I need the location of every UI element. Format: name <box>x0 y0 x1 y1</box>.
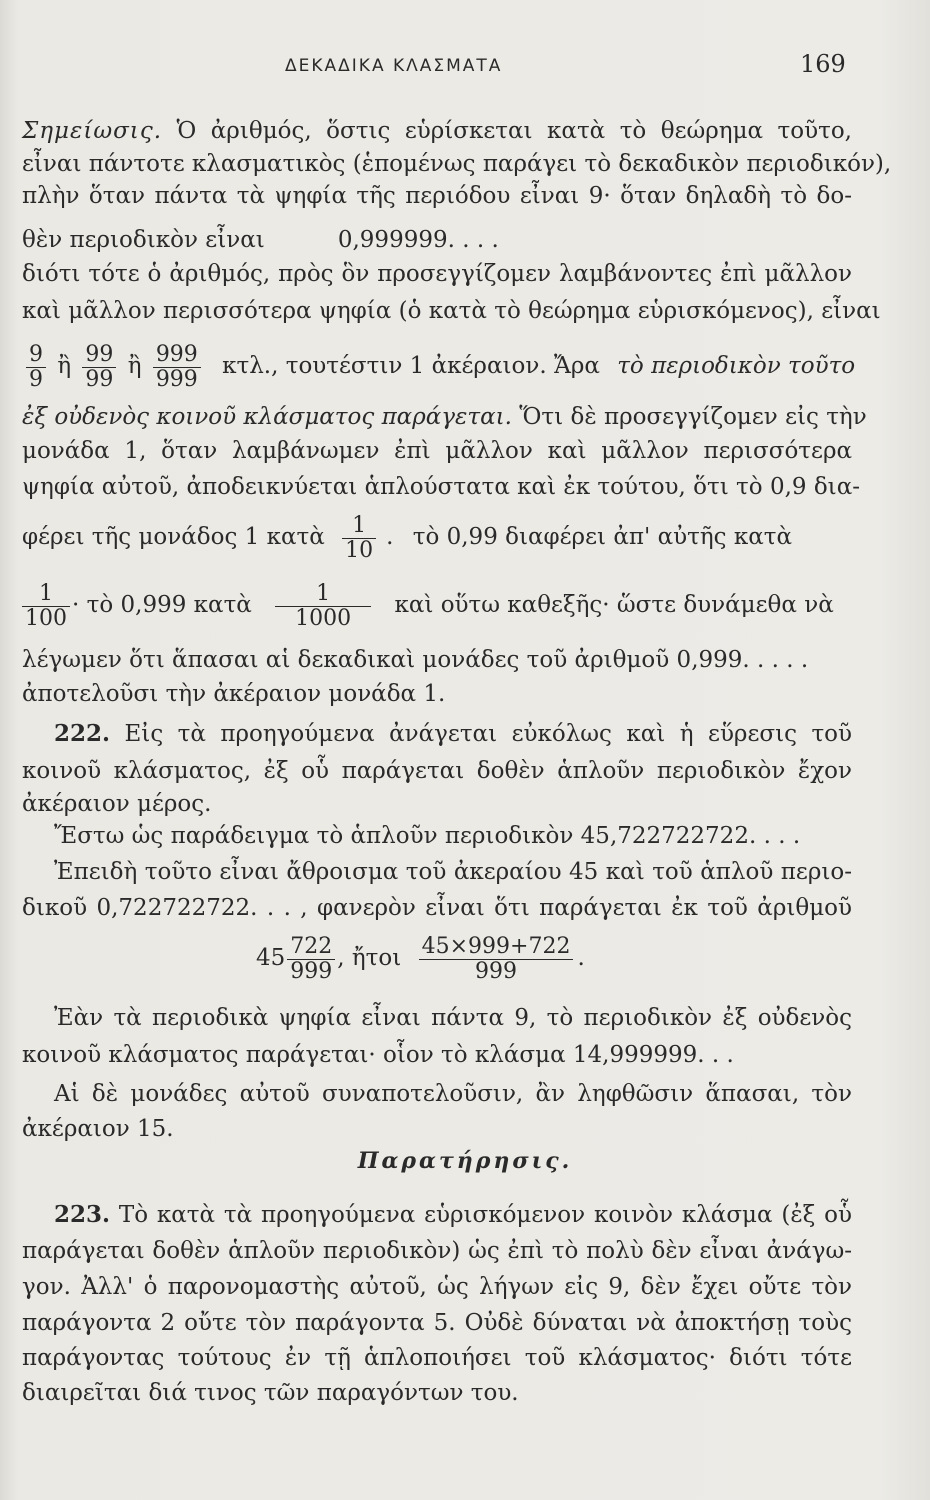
text-line: διότι τότε ὁ ἀριθμός, πρὸς ὃν προσεγγίζομεν λαμβάνοντες ἐπὶ μᾶλλον <box>22 261 852 287</box>
paragraph-start <box>22 1200 852 1230</box>
fraction: $\frac{1}{100}$ <box>22 582 70 631</box>
line-text: Εἰς τὰ προηγούμενα ἀνάγεται εὐκόλως καὶ ἡ εὕρεσις τοῦ <box>124 721 853 747</box>
fraction: $\frac{1}{1000}$ <box>275 582 371 631</box>
fraction: $\frac{9}{9}$ <box>26 343 46 392</box>
text-line: καὶ μᾶλλον περισσότερα ψηφία (ὁ κατὰ τὸ θεώρημα εὑρισκόμενος), εἶναι <box>22 298 881 324</box>
text-line: μονάδα 1, ὅταν λαμβάνωμεν ἐπὶ μᾶλλον καὶ μᾶλλον περισσότερα <box>22 438 852 464</box>
fraction: $\frac{722}{999}$ <box>287 935 335 984</box>
line-text: φέρει τῆς μονάδος 1 κατὰ <box>22 524 325 550</box>
fraction-line: $\frac{1}{100}$ · τὸ 0,999 κατὰ $\frac{1}{1000}$ καὶ οὕτω καθεξῆς· ὥστε δυνάμεθα νὰ <box>22 578 852 632</box>
fraction-line: φέρει τῆς μονάδος 1 κατὰ $\frac{1}{10}$ . τὸ 0,99 διαφέρει ἀπ' αὐτῆς κατὰ <box>22 512 792 563</box>
text-line: διαιρεῖται διά τινος τῶν παραγόντων του. <box>22 1380 519 1406</box>
fraction-line <box>22 340 856 392</box>
text-line: λέγωμεν ὅτι ἅπασαι αἱ δεκαδικαὶ μονάδες τοῦ ἀριθμοῦ 0,999. . . . . <box>22 647 809 673</box>
fraction: $\frac{1}{10}$ <box>342 514 376 563</box>
text-line: θὲν περιοδικὸν εἶναι 0,999999. . . . <box>22 227 499 253</box>
note-label: Σημείωσις. <box>22 118 163 144</box>
paragraph-number: 222. <box>54 720 111 747</box>
fraction: $\frac{45\times 999+722}{999}$ <box>419 935 574 984</box>
line-text: Ὅτι δὲ προσεγγίζομεν εἰς τὴν <box>519 404 867 430</box>
formula-integer: 45 <box>256 945 286 971</box>
text-line: ψηφία αὐτοῦ, ἀποδεικνύεται ἁπλούστατα καὶ ἐκ τούτου, ὅτι τὸ 0,9 δια- <box>22 474 860 500</box>
line-text: καὶ οὕτω καθεξῆς· ὥστε δυνάμεθα νὰ <box>394 592 834 618</box>
conjunction: ἢ <box>127 353 142 379</box>
text-line: ἀκέραιον μέρος. <box>22 791 212 817</box>
text-line: παράγεται δοθὲν ἁπλοῦν περιοδικὸν) ὡς ἐπὶ τὸ πολὺ δὲν εἶναι ἀνάγω- <box>22 1238 852 1264</box>
line-text: Τὸ κατὰ τὰ προηγούμενα εὑρισκόμενον κοινὸν κλάσμα (ἐξ οὗ <box>118 1202 852 1228</box>
paragraph-number: 223. <box>54 1201 111 1228</box>
fraction: $\frac{99}{99}$ <box>82 343 116 392</box>
conjunction: ἢ <box>57 353 72 379</box>
line-text: τὸ 0,99 διαφέρει ἀπ' αὐτῆς κατὰ <box>412 524 792 550</box>
text-line: Αἱ δὲ μονάδες αὐτοῦ συναποτελοῦσιν, ἂν ληφθῶσιν ἅπασαι, τὸν <box>54 1081 852 1107</box>
text-line: εἶναι πάντοτε κλασματικὸς (ἑπομένως παράγει τὸ δεκαδικὸν περιοδικόν), <box>22 151 892 177</box>
text-line: Ἐπειδὴ τοῦτο εἶναι ἄθροισμα τοῦ ἀκεραίου 45 καὶ τοῦ ἁπλοῦ περιο- <box>54 859 852 885</box>
text-line: παράγοντα 2 οὔτε τὸν παράγοντα 5. Οὐδὲ δύναται νὰ ἀποκτήσῃ τοὺς <box>22 1310 852 1336</box>
conjunction: , ἤτοι <box>337 945 402 971</box>
running-head <box>0 48 930 88</box>
line-text: τὸ 0,999 κατὰ <box>86 592 252 618</box>
text-line <box>22 116 852 146</box>
paragraph-start <box>22 719 852 749</box>
running-title: ΔΕΚΑΔΙΚΑ ΚΛΑΣΜΑΤΑ <box>285 56 503 76</box>
text-line: γον. Ἀλλ' ὁ παρονομαστὴς αὐτοῦ, ὡς λήγων εἰς 9, δὲν ἔχει οὔτε τὸν <box>22 1274 852 1300</box>
page-number: 169 <box>800 50 846 78</box>
text-line: δικοῦ 0,722722722. . . , φανερὸν εἶναι ὅτι παράγεται ἐκ τοῦ ἀριθμοῦ <box>22 895 852 921</box>
text-line: ἀκέραιον 15. <box>22 1116 174 1142</box>
line-text: κτλ., τουτέστιν 1 ἀκέραιον. Ἄρα <box>222 353 600 379</box>
text-line: πλὴν ὅταν πάντα τὰ ψηφία τῆς περιόδου εἶναι 9· ὅταν δηλαδὴ τὸ δο- <box>22 183 852 209</box>
fraction: $\frac{999}{999}$ <box>153 343 201 392</box>
section-heading: Παρατήρησις. <box>357 1148 573 1174</box>
italic-text: τὸ περιοδικὸν τοῦτο <box>617 353 856 379</box>
text-line: κοινοῦ κλάσματος, ἐξ οὗ παράγεται δοθὲν ἁπλοῦν περιοδικὸν ἔχον <box>22 758 852 784</box>
text-line: Ἔστω ὡς παράδειγμα τὸ ἁπλοῦν περιοδικὸν 45,722722722. . . . <box>54 823 801 849</box>
text-line: παράγοντας τούτους ἐν τῇ ἁπλοποιήσει τοῦ κλάσματος· διότι τότε <box>22 1345 852 1371</box>
text-line <box>22 402 867 432</box>
text-line: Ἐὰν τὰ περιοδικὰ ψηφία εἶναι πάντα 9, τὸ περιοδικὸν ἐξ οὐδενὸς <box>54 1005 852 1031</box>
italic-text: ἐξ οὐδενὸς κοινοῦ κλάσματος παράγεται. <box>22 404 512 430</box>
text-line: ἀποτελοῦσι τὴν ἀκέραιον μονάδα 1. <box>22 681 446 707</box>
formula: 45 $\frac{722}{999}$ , ἤτοι $\frac{45\times 999+722}{999}$ . <box>256 933 585 984</box>
line-text: Ὁ ἀριθμός, ὅστις εὑρίσκεται κατὰ τὸ θεώρημα τοῦτο, <box>176 118 852 144</box>
text-line: κοινοῦ κλάσματος παράγεται· οἷον τὸ κλάσμα 14,999999. . . <box>22 1042 734 1068</box>
